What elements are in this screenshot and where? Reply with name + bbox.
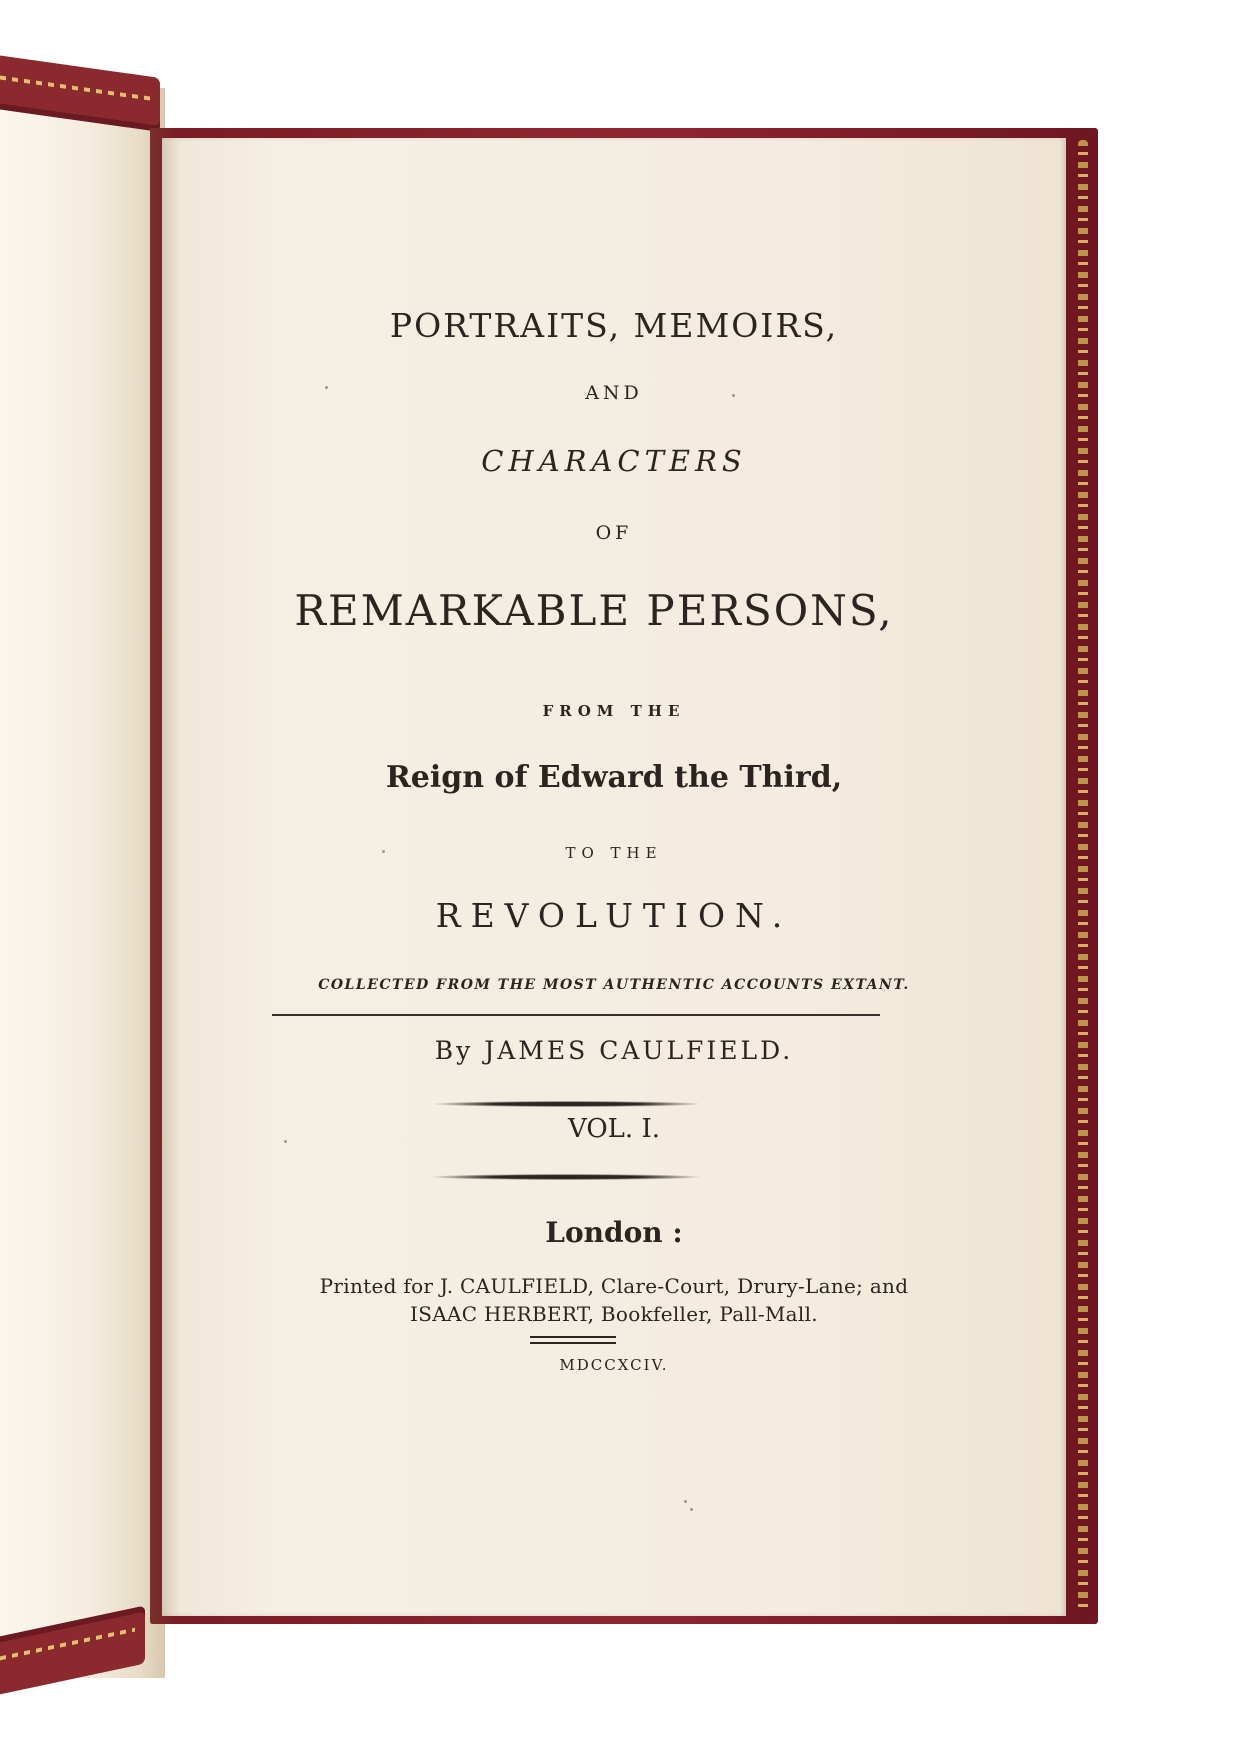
rule-divider: [272, 1014, 880, 1016]
gilt-border: [1078, 140, 1088, 1610]
swelled-rule: [434, 1101, 700, 1107]
to-the: TO THE: [565, 844, 663, 862]
title-line-of: OF: [595, 522, 633, 544]
title-line-remarkable-persons: REMARKABLE PERSONS,: [294, 586, 894, 635]
title-line-characters: CHARACTERS: [481, 444, 747, 478]
revolution: REVOLUTION.: [435, 896, 793, 935]
from-the: FROM THE: [542, 702, 686, 720]
collected-note: COLLECTED FROM THE MOST AUTHENTIC ACCOUNTS EXTANT.: [318, 977, 910, 993]
title-line-portraits: PORTRAITS, MEMOIRS,: [389, 306, 839, 345]
imprint-date: MDCCXCIV.: [559, 1356, 669, 1374]
paper-speck: [382, 850, 385, 853]
swelled-rule: [432, 1174, 700, 1180]
paper-speck: [732, 394, 735, 397]
gutter-shadow: [150, 128, 180, 1624]
imprint-place: London :: [545, 1216, 683, 1249]
imprint-line-1: Printed for J. CAULFIELD, Clare-Court, Drury-Lane; and: [319, 1274, 909, 1298]
reign-blackletter: Reign of Edward the Third,: [385, 760, 843, 795]
left-leaf: [0, 88, 165, 1678]
volume-label: VOL. I.: [568, 1114, 660, 1144]
double-rule-bottom: [530, 1342, 616, 1344]
paper-speck: [684, 1500, 687, 1503]
author-line: By JAMES CAULFIELD.: [434, 1036, 794, 1065]
paper-speck: [325, 386, 328, 389]
title-line-and: AND: [585, 382, 643, 404]
paper-speck: [284, 1140, 287, 1143]
imprint-line-2: ISAAC HERBERT, Bookfeller, Pall-Mall.: [410, 1302, 818, 1326]
paper-speck: [690, 1508, 693, 1511]
double-rule-top: [530, 1336, 616, 1338]
title-page: [162, 138, 1066, 1616]
